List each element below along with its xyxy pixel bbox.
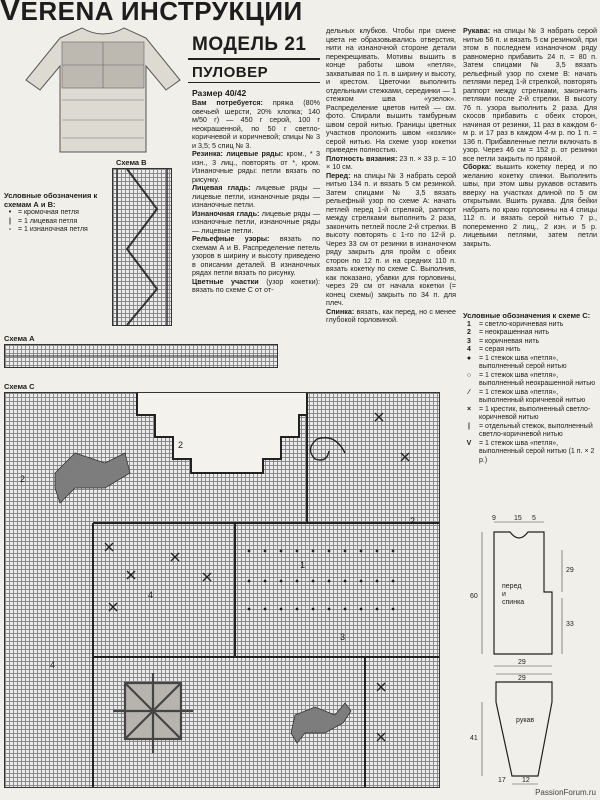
legend-c-symbol: ○ (466, 371, 472, 379)
dim-label: 60 (470, 593, 478, 600)
dim-label: 5 (532, 515, 536, 522)
colored-label: Цветные участки (192, 276, 259, 286)
legend-c-item (463, 346, 597, 355)
dim-label: 41 (470, 735, 478, 742)
chart-c-number: 3 (340, 632, 346, 642)
piece-label: рукав (516, 717, 535, 724)
scheme-a-motif (5, 345, 277, 367)
density-text: 23 п. × 33 р. = 10 × 10 см. (326, 153, 457, 171)
legend-c-text: = 1 стежок шва «петля», выполненный неокрашенной нитью (479, 371, 596, 387)
assembly-label: Сборка: (463, 162, 492, 171)
colored-text-cont: дельных клубков. Чтобы при смене цвета не образовывались отверстия, нити на изнаночной стороне детали перекрещивать. Мотивы вышить в конце работы швом «петля», захватывая по 1 п. в ширину и высоту, и крестом. Цветочки выполнить отдельными стежками, серединки — 1 стежком шва «узелок». Распределение цветов нитей — см. фото. Спирали вышить тамбурным швом серой нитью. Границы цветных участков проложить швом «козлик» серой нитью. На схеме узор кокетки приведен полностью. (326, 26, 456, 154)
scheme-b-grid (112, 168, 172, 326)
dim-label: 15 (514, 515, 522, 522)
legend-ab-text: = 1 изнаночная петля (17, 226, 88, 233)
sweater-illustration (20, 20, 186, 158)
legend-ab-text: = 1 лицевая петля (17, 217, 78, 225)
legend-ab-title: Условные обозначения к схемам А и В: (4, 191, 98, 209)
legend-c-symbol: 1 (467, 320, 471, 328)
dim-label: 29 (518, 659, 526, 666)
scheme-a-grid (4, 344, 278, 368)
legend-c-item (463, 423, 597, 440)
chart-c-number: 4 (50, 660, 56, 670)
piece-label: и (502, 591, 506, 598)
stockinette-label: Лицевая гладь: (192, 183, 251, 192)
legend-c-text: = 1 стежок шва «петля», выполненный серой нитью (479, 354, 567, 370)
stockinette-text: лицевые ряды — лицевые петли, изнаночные ряды — изнаночные петли. (192, 183, 321, 209)
sewing-pattern-diagram (462, 514, 596, 786)
scheme-a-label: Схема А (4, 334, 35, 343)
brand-rest: ERENA (20, 0, 114, 26)
dim-label: 12 (522, 777, 530, 784)
legend-c-item (463, 372, 597, 389)
reverse-text: лицевые ряды — изнаночные петли, изнаночные ряды — лицевые петли. (192, 208, 321, 235)
chart-c-number: 2 (410, 516, 416, 526)
legend-c-symbol: V (466, 439, 472, 447)
legend-ab (4, 192, 112, 235)
chart-c-number: 2 (20, 474, 26, 484)
legend-c-item (463, 389, 597, 406)
instructions-column-1 (192, 99, 320, 295)
legend-c-symbol: 2 (467, 329, 471, 336)
source-watermark: PassionForum.ru (535, 788, 596, 797)
dim-label: 9 (492, 515, 496, 522)
back-label: Спинка: (326, 306, 355, 316)
sleeve-text: на спицы № 3 набрать серой нитью 56 п. и вязать 5 см резинкой, при этом в последнем изнаночном ряду равномерно прибавить 24 п. = 80 п. Затем спицами № 3,5 вязать рельефный узор по схеме В: начать петлями перед 1-й стрелкой, повторять раппорт между стрелками, закончить петлями после 2-й стрелки. В высоту 76 п. узора выполнить 2 раза. Для скосов прибавить с обеих сторон, начиная от резинки, 11 раз в каждом 6-м р. и 17 раз в каждом 4-м р. по 1 п. = 136 п. Прибавленные петли включать в узор. Через 46 см = 152 р. от резинки все петли закрыть по прямой. (463, 26, 597, 163)
brand-initial: V (0, 0, 21, 27)
sleeve-label: Рукава: (463, 26, 491, 35)
model-title: МОДЕЛЬ 21 (192, 34, 307, 55)
legend-c-symbol: 4 (467, 346, 471, 353)
relief-text: вязать по схемам А и В. Распределение петель узоров в ширину и высоту приведено в описании деталей. В изнаночных рядах петли вязать по рисунку. (192, 234, 321, 277)
legend-ab-item (4, 209, 112, 218)
legend-ab-item (4, 226, 112, 235)
legend-ab-symbol: • (8, 209, 12, 216)
density-label: Плотность вязания: (326, 153, 398, 163)
section-title: ИНСТРУКЦИИ (120, 0, 303, 26)
scheme-b-motif (113, 169, 171, 325)
legend-c-symbol: | (468, 422, 470, 430)
size-label: Размер 40/42 (192, 88, 247, 98)
legend-c-item (463, 440, 597, 466)
legend-ab-item (4, 218, 112, 227)
back-text: вязать, как перед, но с менее глубокой горловиной. (326, 306, 456, 324)
sleeve-piece (496, 682, 552, 776)
chart-c-number: 2 (178, 440, 184, 450)
legend-c-symbol: 3 (467, 337, 471, 345)
scheme-c-motifs (5, 393, 439, 787)
dim-label: 29 (566, 567, 574, 574)
scheme-c-label: Схема С (4, 382, 35, 391)
legend-c-symbol: × (466, 405, 472, 413)
legend-c-symbol: ⁄ (468, 388, 470, 396)
dim-label: 33 (566, 621, 574, 628)
front-text: на спицы № 3 набрать серой нитью 134 п. и вязать 5 см резинкой. Затем спицами № 3,5 вязать рельефный узор по схеме А: начать петлей перед 1-й стрелкой, раппорт между стрелками выполнить 2 раза, закончить петлей после 2-й стрелки. В высоту повторять с 1-го по 12-й р. Через 33 см от резинки в изнаночном ряду закрыть для пройм с обеих сторон по 12 п. и на средних 110 п. вязать кокетку по схеме С. Выполнив, как показано, убавки для горловины, через 29 см от начала кокетки (= конец схемы) закрыть по 34 п. для плеч. (326, 170, 457, 307)
assembly-text: вышить кокетку перед и по желанию кокетку спинки. Выполнить швы, при этом швы рукавов оставить вверху на участках длиной по 5 см открытыми. Вшить рукава. Для бейки набрать по краю горловины на 4 спицы 112 п. и вязать серой нитью 7 р., попеременно 2 лиц., 2 изн. и 5 р. лицевыми петлями, затем петли закрыть. (463, 162, 597, 248)
legend-c-text: = коричневая нить (479, 337, 540, 345)
reverse-label: Изнаночная гладь: (192, 208, 260, 218)
instructions-column-2 (326, 27, 456, 325)
instructions-column-3 (463, 27, 597, 248)
colored-text-start: (узор кокетки): вязать по схеме С от от- (192, 276, 321, 294)
materials-text: пряжа (80% овечьей шерсти, 20% хлопка; 140 м/50 г) — 450 г серой, 100 г неокрашенной, по 50 г светло-коричневой и коричневой; спицы № 3 и 3,5; 5 спиц № 3. (192, 98, 320, 150)
legend-c-item (463, 329, 597, 338)
legend-c-item (463, 406, 597, 423)
rib-text: кром., * 3 изн., 3 лиц., повторять от *, кром. Изнаночные ряды: петли вязать по рисунку. (192, 149, 321, 184)
legend-c-text: = отдельный стежок, выполненный светло-коричневой нитью (479, 422, 593, 438)
piece-label: перед (502, 583, 522, 590)
legend-c-text: = светло-коричневая нить (479, 320, 564, 328)
legend-c-text: = 1 стежок шва «петля», выполненный коричневой нитью (479, 388, 586, 404)
title-rule (188, 58, 320, 60)
dim-label: 17 (498, 777, 506, 784)
legend-c-item (463, 355, 597, 372)
subtitle-rule (188, 82, 320, 83)
scheme-b-label: Схема В (116, 158, 147, 167)
scheme-c-grid (4, 392, 440, 788)
legend-c-text: = 1 крестик, выполненный светло-коричневой нитью (479, 405, 591, 421)
legend-ab-text: = кромочная петля (17, 209, 79, 216)
front-label: Перед: (326, 170, 351, 180)
piece-label: спинка (502, 599, 525, 606)
chart-c-number: 1 (300, 560, 306, 570)
relief-label: Рельефные узоры: (192, 234, 270, 243)
legend-c-title: Условные обозначения к схеме С: (463, 311, 591, 320)
legend-c-item (463, 321, 597, 330)
dim-label: 29 (518, 675, 526, 682)
legend-ab-symbol: - (8, 226, 12, 233)
rib-label: Резинка: лицевые ряды: (192, 149, 284, 158)
magazine-header (0, 0, 303, 27)
legend-c-text: = 1 стежок шва «петля», выполненный серой нитью (1 п. × 2 р.) (479, 439, 595, 464)
legend-c-item (463, 338, 597, 347)
chart-c-number: 4 (148, 590, 154, 600)
legend-ab-symbol: | (9, 217, 11, 225)
garment-type: ПУЛОВЕР (192, 64, 269, 81)
legend-c-symbol: ● (466, 354, 472, 362)
legend-c (463, 312, 597, 465)
legend-c-text: = неокрашенная нить (479, 329, 550, 336)
materials-label: Вам потребуется: (192, 98, 263, 107)
legend-c-text: = серая нить (479, 346, 521, 353)
